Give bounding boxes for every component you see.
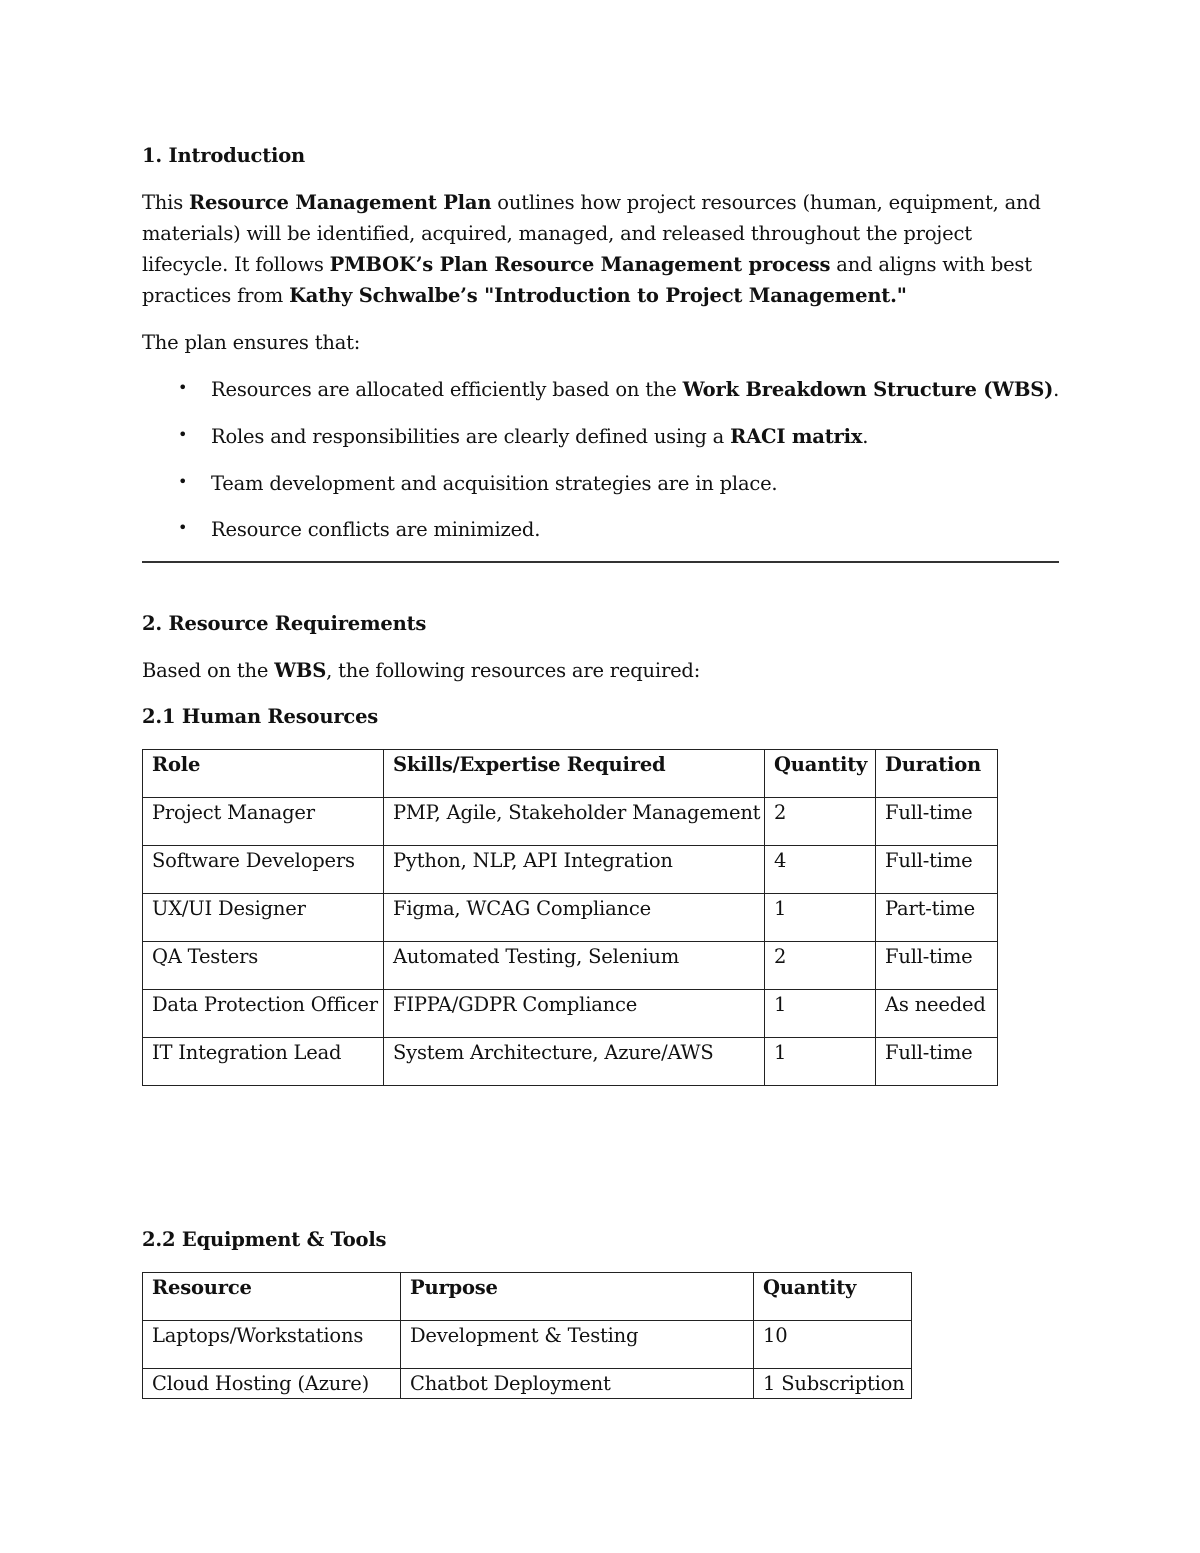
- list-item: [142, 518, 1062, 548]
- intro-paragraph: [142, 187, 1062, 311]
- table-cell: System Architecture, Azure/AWS: [384, 1038, 765, 1086]
- section-2-heading: 2. Resource Requirements: [142, 612, 427, 635]
- bullet-marker: •: [178, 472, 188, 491]
- table-cell: Laptops/Workstations: [143, 1321, 401, 1369]
- req-intro-text: Based on the: [142, 659, 275, 682]
- table-cell: 1: [765, 1038, 876, 1086]
- table-cell: 1 Subscription: [754, 1369, 912, 1399]
- table-cell: Figma, WCAG Compliance: [384, 894, 765, 942]
- list-item: [142, 472, 1062, 502]
- section-1-heading: 1. Introduction: [142, 144, 306, 167]
- header-cell: Resource: [143, 1273, 401, 1321]
- intro-bold-3: Kathy Schwalbe’s "Introduction to Project Management.": [289, 284, 907, 307]
- list-item: [142, 378, 1062, 408]
- equipment-heading: 2.2 Equipment & Tools: [142, 1228, 387, 1251]
- table-cell: 1: [765, 894, 876, 942]
- bullet-text: Roles and responsibilities are clearly defined using a: [211, 425, 731, 448]
- req-intro-bold: WBS: [274, 659, 327, 682]
- table-cell: 10: [754, 1321, 912, 1369]
- list-item: [142, 425, 1062, 455]
- table-cell: Full-time: [876, 846, 998, 894]
- bullet-bold: RACI matrix: [730, 425, 863, 448]
- header-cell: Role: [143, 750, 384, 798]
- table-row: [143, 1369, 912, 1399]
- table-cell: IT Integration Lead: [143, 1038, 384, 1086]
- table-cell: Full-time: [876, 1038, 998, 1086]
- table-cell: Project Manager: [143, 798, 384, 846]
- bullet-text: Resource conflicts are minimized.: [211, 518, 541, 541]
- horizontal-divider: [142, 561, 1059, 563]
- intro-text-2: outlines how project resources (human, equipment, and materials) will be identified, acquired, managed, and released throughout the project lifecycle. It follows: [142, 191, 1041, 276]
- table-cell: QA Testers: [143, 942, 384, 990]
- table-row: [143, 894, 998, 942]
- bullet-marker: •: [178, 518, 188, 537]
- header-cell: Skills/Expertise Required: [384, 750, 765, 798]
- table-row: [143, 846, 998, 894]
- req-intro-text-2: , the following resources are required:: [326, 659, 701, 682]
- table-row: [143, 990, 998, 1038]
- table-header-row: [143, 1273, 912, 1321]
- table-header-row: [143, 750, 998, 798]
- table-cell: Full-time: [876, 798, 998, 846]
- table-cell: 2: [765, 798, 876, 846]
- table-cell: PMP, Agile, Stakeholder Management: [384, 798, 765, 846]
- table-cell: FIPPA/GDPR Compliance: [384, 990, 765, 1038]
- bullet-bold: Work Breakdown Structure (WBS): [682, 378, 1054, 401]
- table-cell: Python, NLP, API Integration: [384, 846, 765, 894]
- table-cell: 1: [765, 990, 876, 1038]
- header-cell: Duration: [876, 750, 998, 798]
- header-cell: Quantity: [754, 1273, 912, 1321]
- intro-text-1: This: [142, 191, 190, 214]
- intro-bold-1: Resource Management Plan: [189, 191, 492, 214]
- table-cell: Automated Testing, Selenium: [384, 942, 765, 990]
- table-cell: 4: [765, 846, 876, 894]
- table-row: [143, 942, 998, 990]
- table-cell: Full-time: [876, 942, 998, 990]
- bullet-text: Team development and acquisition strategies are in place.: [211, 472, 778, 495]
- table-cell: As needed: [876, 990, 998, 1038]
- table-cell: UX/UI Designer: [143, 894, 384, 942]
- table-cell: Development & Testing: [401, 1321, 754, 1369]
- requirements-intro: [142, 659, 700, 682]
- table-cell: 2: [765, 942, 876, 990]
- header-cell: Quantity: [765, 750, 876, 798]
- equipment-table: [142, 1272, 912, 1399]
- bullet-punct: .: [1053, 378, 1060, 401]
- bullet-marker: •: [178, 425, 188, 444]
- bullet-text: Resources are allocated efficiently based on the: [211, 378, 683, 401]
- bullet-marker: •: [178, 378, 188, 397]
- bullet-punct: .: [862, 425, 869, 448]
- intro-text-3: and aligns with best practices from: [142, 253, 1032, 307]
- table-cell: Part-time: [876, 894, 998, 942]
- table-cell: Data Protection Officer: [143, 990, 384, 1038]
- human-resources-heading: 2.1 Human Resources: [142, 705, 379, 728]
- table-cell: Cloud Hosting (Azure): [143, 1369, 401, 1399]
- header-cell: Purpose: [401, 1273, 754, 1321]
- intro-bold-2: PMBOK’s Plan Resource Management process: [329, 253, 831, 276]
- table-cell: Chatbot Deployment: [401, 1369, 754, 1399]
- table-row: [143, 1038, 998, 1086]
- table-row: [143, 798, 998, 846]
- table-row: [143, 1321, 912, 1369]
- plan-ensures-text: The plan ensures that:: [142, 331, 361, 354]
- table-cell: Software Developers: [143, 846, 384, 894]
- human-resources-table: [142, 749, 998, 1086]
